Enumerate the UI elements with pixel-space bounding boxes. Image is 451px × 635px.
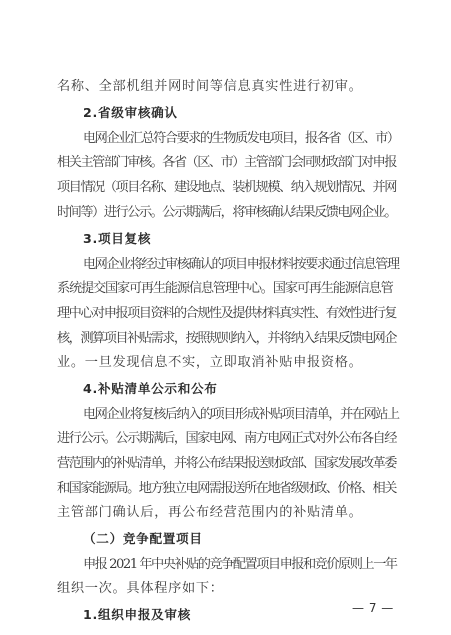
body-line — [0, 256, 451, 274]
heading-text: 2.省级审核确认 — [83, 105, 178, 120]
heading-text: 4.补贴清单公示和公布 — [83, 381, 218, 396]
line-text: 项目情况（项目名称、建设地点、装机规模、纳入规划情况、并网 — [57, 180, 396, 195]
subsection-heading — [0, 530, 451, 548]
page-number: — 7 — — [352, 601, 394, 615]
line-text: 和国家能源局。地方独立电网需报送所在地省级财政、价格、相关 — [57, 481, 396, 496]
line-text: 名称、全部机组并网时间等信息真实性进行初审。 — [57, 79, 363, 94]
line-text: 电网企业汇总符合要求的生物质发电项目，报各省（区、市） — [83, 131, 399, 146]
body-line — [0, 305, 451, 323]
line-text: 申报 2021 年中央补贴的竞争配置项目申报和竞价原则上一年 — [83, 557, 397, 572]
body-line — [0, 330, 451, 348]
line-text: 进行公示。公示期满后，国家电网、南方电网正式对外公布各自经 — [57, 431, 396, 446]
body-line — [0, 204, 451, 222]
body-line — [0, 406, 451, 424]
section-heading — [0, 380, 451, 398]
line-text: 系统提交国家可再生能源信息管理中心。国家可再生能源信息管 — [57, 281, 393, 296]
body-line — [0, 556, 451, 574]
line-text: 业。一旦发现信息不实，立即取消补贴申报资格。 — [57, 355, 363, 370]
body-line — [0, 154, 451, 172]
body-line — [0, 504, 451, 522]
line-text: 营范围内的补贴清单，并将公布结果报送财政部、国家发展改革委 — [57, 456, 396, 471]
line-text: 核，测算项目补贴需求，按照规则纳入，并将纳入结果反馈电网企 — [57, 331, 396, 346]
body-line — [0, 480, 451, 498]
heading-text: 3.项目复核 — [83, 231, 152, 246]
body-line — [0, 280, 451, 298]
body-line — [0, 78, 451, 96]
line-text: 理中心对申报项目资料的合规性及提供材料真实性、有效性进行复 — [57, 306, 396, 321]
body-line — [0, 130, 451, 148]
section-heading — [0, 104, 451, 122]
line-text: 时间等）进行公示。公示期满后，将审核确认结果反馈电网企业。 — [57, 205, 396, 220]
heading-text: （二）竞争配置项目 — [83, 531, 203, 546]
body-line — [0, 430, 451, 448]
body-line — [0, 179, 451, 197]
body-line — [0, 580, 451, 598]
line-text: 电网企业将经过审核确认的项目申报材料按要求通过信息管理 — [83, 257, 399, 272]
line-text: 电网企业将复核后纳入的项目形成补贴项目清单，并在网站上 — [83, 407, 399, 422]
line-text: 相关主管部门审核。各省（区、市）主管部门会同财政部门对申报 — [57, 155, 396, 170]
line-text: 组织一次。具体程序如下： — [57, 581, 224, 596]
body-line — [0, 455, 451, 473]
body-line — [0, 354, 451, 372]
section-heading — [0, 230, 451, 248]
line-text: 主管部门确认后，再公布经营范围内的补贴清单。 — [57, 505, 363, 520]
heading-text: 1.组织申报及审核 — [83, 607, 192, 622]
